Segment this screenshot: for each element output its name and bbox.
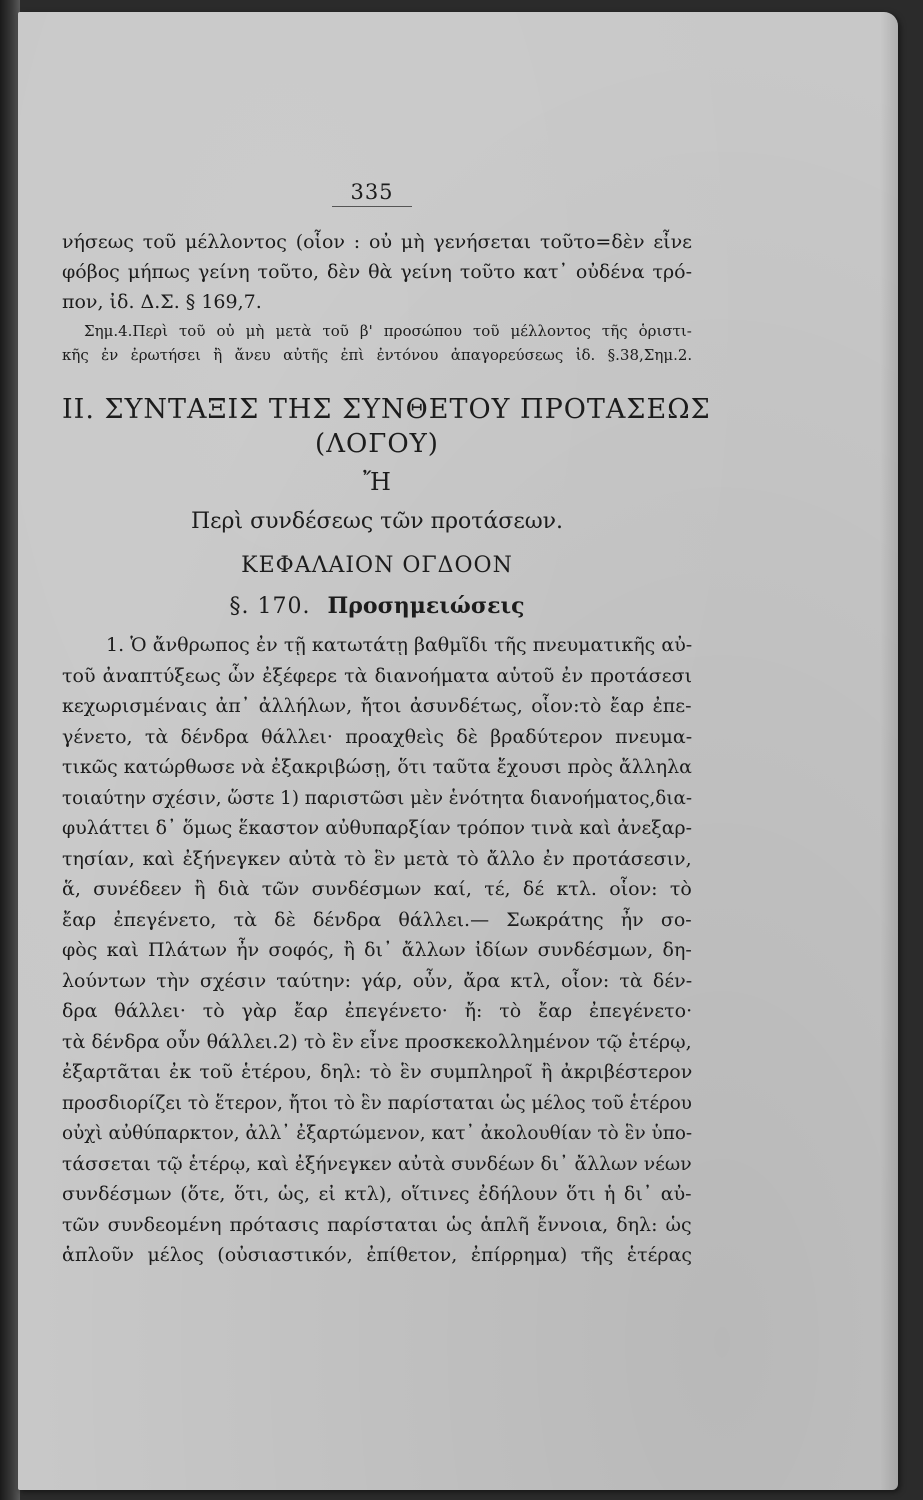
footnote-remark	[62, 319, 692, 367]
text-line: ἁπλοῦν μέλος (οὐσιαστικόν, ἐπίθετον, ἐπίρρημα) τῆς ἑτέρας	[62, 1244, 693, 1266]
note-line: Σημ.4.Περὶ τοῦ οὐ μὴ μετὰ τοῦ β' προσώπου τοῦ μέλλοντος τῆς ὁριστι-	[84, 322, 692, 340]
section-number: §. 170.	[229, 594, 311, 619]
book-page	[18, 12, 898, 1490]
page-edge-shadow	[880, 12, 898, 1490]
text-line: δρα θάλλει· τὸ γὰρ ἔαρ ἐπεγένετο· ἤ: τὸ ἔαρ ἐπεγένετο·	[62, 1000, 693, 1022]
text-line: οὐχὶ αὐθύπαρκτον, ἀλλ᾽ ἐξαρτώμενον, κατ᾽ ἀκολουθίαν τὸ ἓν ὑπο-	[62, 1122, 693, 1144]
text-line: τῶν συνδεομένη πρότασις παρίσταται ὡς ἁπλῆ ἔννοια, δηλ: ὡς	[62, 1213, 692, 1236]
text-line: γένετο, τὰ δένδρα θάλλει· προαχθεὶς δὲ βραδύτερον πνευμα-	[62, 725, 693, 748]
section-title: Προσημειώσεις	[327, 593, 525, 619]
text-line: φόβος μήπως γείνη τοῦτο, δὲν θὰ γείνη τοῦτο κατ᾽ οὐδένα τρό-	[62, 261, 693, 283]
text-line: τησίαν, καὶ ἐξήνεγκεν αὐτὰ τὸ ἓν μετὰ τὸ ἄλλο ἐν προτάσεσιν,	[62, 847, 692, 870]
part-subheading: (ΛΟΓΟΥ)	[315, 429, 439, 459]
text-line: λούντων τὴν σχέσιν ταύτην: γάρ, οὖν, ἄρα κτλ, οἷον: τὰ δέν-	[62, 969, 693, 992]
text-line: φυλάττει δ᾽ ὅμως ἕκαστον αὐθυπαρξίαν τρόπον τινὰ καὶ ἀνεξαρ-	[62, 817, 692, 839]
text-line: τοιαύτην σχέσιν, ὥστε 1) παριστῶσι μὲν ἑνότητα διανοήματος,δια-	[62, 786, 693, 809]
text-line: πον, ἰδ. Δ.Σ. § 169,7.	[62, 291, 262, 313]
chapter-title: ΚΕΦΑΛΑΙΟΝ ΟΓΔΟΟΝ	[241, 553, 513, 578]
text-line: νήσεως τοῦ μέλλοντος (οἷον : οὐ μὴ γενήσεται τοῦτο=δὲν εἶνε	[62, 231, 693, 253]
body-paragraph	[62, 630, 692, 1271]
part-heading: II. ΣΥΝΤΑΞΙΣ ΤΗΣ ΣΥΝΘΕΤΟΥ ΠΡΟΤΑΣΕΩΣ	[62, 394, 711, 425]
heading-topic: Περὶ συνδέσεως τῶν προτάσεων.	[190, 509, 564, 534]
text-line: τὰ δένδρα οὖν θάλλει.2) τὸ ἓν εἶνε προσκεκολλημένον τῷ ἑτέρῳ,	[62, 1030, 692, 1053]
note-line: κῆς ἐν ἐρωτήσει ἢ ἄνευ αὐτῆς ἐπὶ ἐντόνου ἀπαγορεύσεως ἰδ. §.38,Σημ.2.	[62, 346, 693, 364]
page-content	[62, 180, 711, 1271]
text-line: τικῶς κατώρθωσε νὰ ἐξακριβώσῃ, ὅτι ταῦτα ἔχουσι πρὸς ἄλληλα	[62, 756, 692, 778]
text-line: συνδέσμων (ὅτε, ὅτι, ὡς, εἰ κτλ), οἵτινες ἐδήλουν ὅτι ἡ δι᾽ αὐ-	[62, 1183, 692, 1205]
heading-or: Ἤ	[363, 468, 391, 496]
text-line: ἐξαρτᾶται ἐκ τοῦ ἑτέρου, δηλ: τὸ ἓν συμπληροῖ ἢ ἀκριβέστερον	[62, 1061, 693, 1083]
text-line: ἔαρ ἐπεγένετο, τὰ δὲ δένδρα θάλλει.— Σωκράτης ἦν σο-	[62, 908, 692, 931]
carryover-paragraph	[62, 227, 692, 317]
text-line: προσδιορίζει τὸ ἕτερον, ἤτοι τὸ ἓν παρίσταται ὡς μέλος τοῦ ἑτέρου	[62, 1091, 692, 1114]
book-gutter	[0, 0, 20, 1500]
text-line: ἅ, συνέδεεν ἢ διὰ τῶν συνδέσμων καί, τέ, δέ κτλ. οἷον: τὸ	[62, 878, 692, 900]
text-line: 1. Ὁ ἄνθρωπος ἐν τῇ κατωτάτῃ βαθμῖδι τῆς πνευματικῆς αὐ-	[106, 634, 693, 656]
text-line: κεχωρισμέναις ἀπ᾽ ἀλλήλων, ἤτοι ἀσυνδέτως, οἷον:τὸ ἔαρ ἐπε-	[62, 695, 692, 717]
page-number: 335	[332, 180, 412, 207]
text-line: τάσσεται τῷ ἑτέρῳ, καὶ ἐξήνεγκεν αὐτὰ συνδέων δι᾽ ἄλλων νέων	[62, 1152, 692, 1175]
section-heading	[62, 589, 692, 624]
text-line: τοῦ ἀναπτύξεως ὧν ἐξέφερε τὰ διανοήματα αὑτοῦ ἐν προτάσεσι	[62, 664, 693, 687]
text-line: φὸς καὶ Πλάτων ἦν σοφός, ἢ δι᾽ ἄλλων ἰδίων συνδέσμων, δη-	[62, 939, 692, 961]
